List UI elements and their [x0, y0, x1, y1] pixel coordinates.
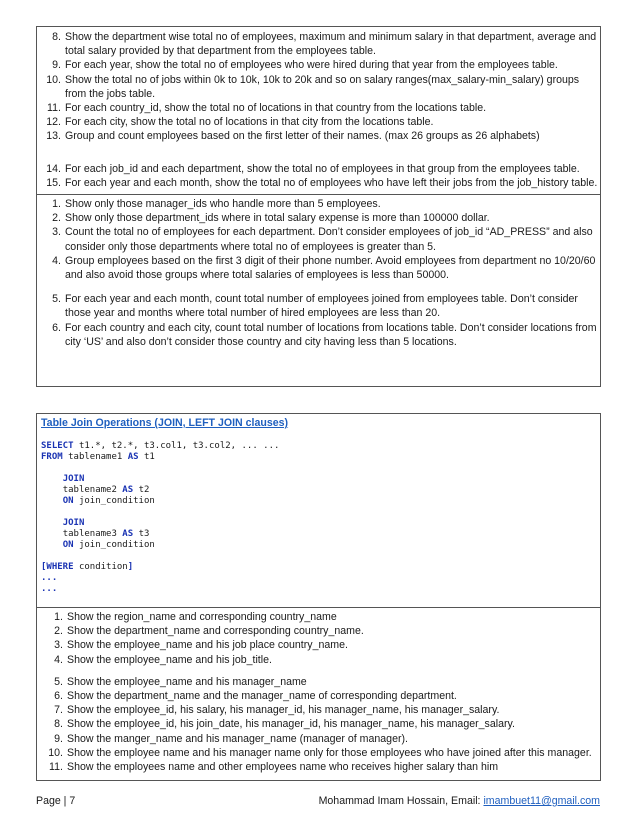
list-item: 10. Show the total no of jobs within 0k to 10k, 10k to 20k and so on salary ranges(max_salary-min_salary) groups from the jobs table. [46, 73, 580, 100]
having-exercises [37, 195, 600, 349]
list-item: 5. Show the employee_name and his manager_name [54, 675, 307, 688]
list-item: 12. For each city, show the total no of locations in that city from the locations table. [46, 116, 434, 129]
list-item: 9. For each year, show the total no of employees who were hired during that year from the employees table. [52, 59, 558, 72]
author-info: Mohammad Imam Hossain, Email: imambuet11@gmail.com [318, 795, 600, 807]
list-item: 9. Show the manger_name and his manager_name (manager of manager). [54, 732, 408, 745]
list-item: 2. Show the department_name and corresponding country_name. [54, 625, 364, 638]
list-item: 8. Show the department wise total no of employees, maximum and minimum salary in that department, average and total salary provided by that department from the employees table. [52, 31, 597, 58]
email-link[interactable]: imambuet11@gmail.com [483, 795, 600, 807]
list-item: 6. Show the department_name and the manager_name of corresponding department. [54, 690, 457, 703]
list-item: 4. Show the employee_name and his job_title. [54, 653, 272, 666]
list-item: 6. For each country and each city, count total number of locations from locations table. Don’t consider locations from city ‘US’ and also don’t consider those country and city having less than 5 locations. [52, 321, 597, 348]
group-by-exercises [37, 27, 600, 194]
exercise-box-2 [36, 413, 601, 781]
list-item: 2. Show only those department_ids where in total salary expense is more than 100000 dollar. [52, 212, 490, 225]
list-item: 11. Show the employees name and other employees name who receives higher salary than him [49, 761, 499, 774]
list-item: 4. Group employees based on the first 3 digit of their phone number. Avoid employees from department no 10/20/60 and also avoid those groups where total salaries of employees is less than 50000. [52, 254, 596, 282]
list-item: 3. Count the total no of employees for each department. Don’t consider employees of job_id “AD_PRESS” and also consider only those departments where total no of employees is greater than 5. [52, 226, 593, 253]
list-item: 1. Show only those manager_ids who handle more than 5 employees. [52, 198, 381, 211]
list-item: 5. For each year and each month, count total number of employees joined from employees table. Don’t consider those year and months where total number of hired employees are less than 20. [52, 293, 578, 320]
list-item: 15. For each year and each month, show the total no of employees who have left their jobs from the job_history table. [46, 176, 598, 189]
list-item: 13. Group and count employees based on the first letter of their names. (max 26 groups as 26 alphabets) [46, 130, 540, 143]
list-item: 11. For each country_id, show the total no of locations in that country from the locations table. [47, 102, 487, 115]
list-item: 1. Show the region_name and corresponding country_name [54, 611, 337, 623]
list-item: 14. For each job_id and each department, show the total no of employees in that group from the employees table. [46, 162, 580, 175]
exercise-box-1 [36, 26, 601, 387]
page-footer [36, 795, 600, 807]
page-number: Page | 7 [36, 795, 76, 807]
sql-code-block: SELECT t1.*, t2.*, t3.col1, t3.col2, ... ... FROM tablename1 AS t1 JOIN tablename2 AS t2 ON join_condition JOIN tablename3 AS t3 ON join_condition [WHERE condition] ... ... [41, 441, 280, 594]
list-item: 7. Show the employee_id, his salary, his manager_id, his manager_name, his manager_salary. [54, 704, 500, 717]
list-item: 3. Show the employee_name and his job place country_name. [54, 639, 348, 652]
section-title: Table Join Operations (JOIN, LEFT JOIN clauses) [41, 417, 289, 429]
list-item: 8. Show the employee_id, his join_date, his manager_id, his manager_name, his manager_salary. [54, 718, 515, 731]
list-item: 10. Show the employee name and his manager name only for those employees who have joined after this manager. [48, 746, 592, 759]
join-syntax-panel [37, 414, 600, 607]
join-exercises [37, 608, 600, 774]
